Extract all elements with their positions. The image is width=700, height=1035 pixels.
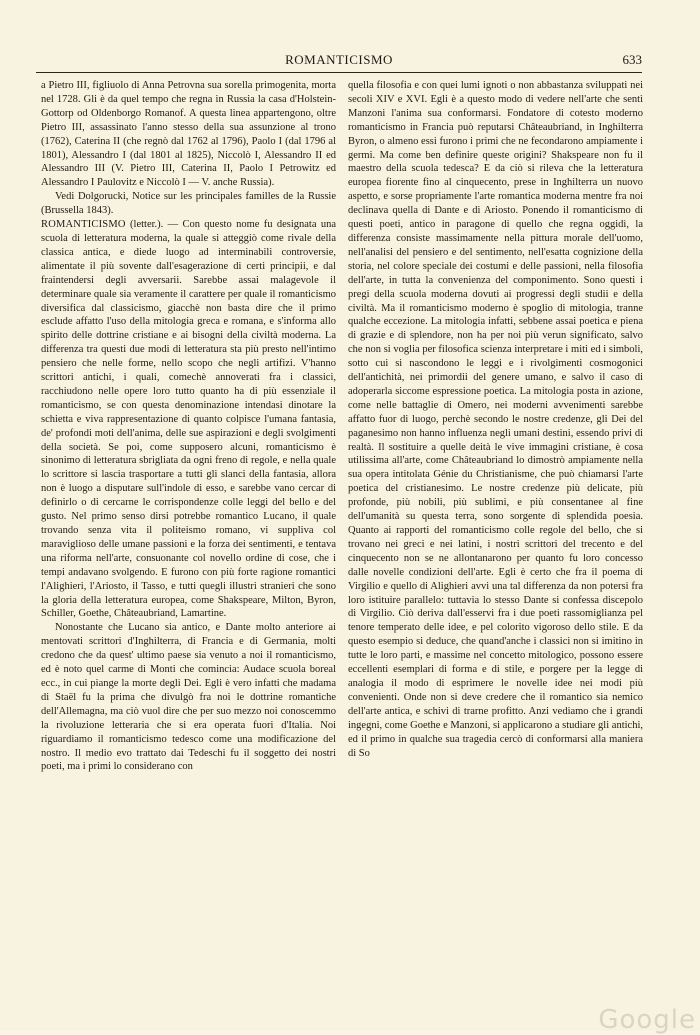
paragraph: a Pietro III, figliuolo di Anna Petrovna sua sorella primogenita, morta nel 1728. Gli è da quel tempo che regna in Russia la casa d'Holstein-Gottorp od Oldenborgo Romanof. A questa linea appartengono, oltre Pietro III, assassinato l'anno stesso della sua assunzione al trono (1762), Caterina II (che regnò dal 1762 al 1796), Paolo I (dal 1796 al 1801), Alessandro I (dal 1801 al 1825), Niccolò I, Alessandro II ed Alessandro III (V. Pietro III, Caterina II, Paolo I Petrowitz ed Alessandro I Paulovitz e Niccolò I — V. anche Russia). xyxy=(41,80,336,189)
entry-paragraph xyxy=(41,218,336,621)
page-header xyxy=(36,50,642,70)
entry-tag: (letter.). xyxy=(130,219,164,231)
header-rule xyxy=(36,72,642,73)
left-column xyxy=(41,79,336,774)
entry-text: — Con questo nome fu designata una scuola di letteratura moderna, la quale si atteggiò come rivale della classica antica, e diede luogo ad interminabili controversie, alimentate il più sovente dall'esagerazione di certi principii, e dal fraintendersi degli avversarii. Sarebbe assai malagevole il determinare quale sia veramente il carattere per quale il romanticismo diversifica dal classicismo, giacchè non basta dire che il primo esclude affatto l'uso della mitologia greca e romana, e s'informa allo spirito delle dottrine cristiane e ai bisogni della civiltà moderna. La differenza tra questi due modi di letteratura sta più presto nell'intimo pensiero che nelle forme, nello scopo che negli artifizi. V'hanno scrittori antichi, i quali, comechè annoverati fra i classici, racchiudono nelle opere loro tutto quanto ha di più essenziale il romanticismo, se con questa denominazione intendasi dinotare la schietta e viva rappresentazione di quanto colpisce l'umana fantasia, de' profondi moti dell'anima, delle sue aspirazioni e degli svolgimenti della società. Se poi, come supposero alcuni, romanticismo è sinonimo di letteratura sbrigliata da ogni freno di regole, e nella quale lo scrittore si lascia trasportare a tutti gli slanci della fantasia, allora non è luogo a disputare sull'indole di esso, e sarebbe vano cercar di definirlo o di cercarne le corrispondenze colle leggi del bello e del gusto. Nel primo senso dirsi potrebbe romantico Lucano, il quale trovando senza vita il politeismo romano, vi suppliva col maraviglioso delle umane passioni e la forza dei sentimenti, e tentava una riforma nell'arte, consuonante col novello ordine di cose, che i tempi andavano svolgendo. E furono con più forte ragione romantici l'Alighieri, l'Ariosto, il Tasso, e tutti quegli illustri stranieri che sono la gloria della letteratura europea, come Shakspeare, Milton, Byron, Schiller, Goethe, Châteaubriand, Lamartine. xyxy=(41,219,337,620)
paragraph: Nonostante che Lucano sia antico, e Dante molto anteriore ai mentovati scrittori d'Inghilterra, di Francia e di Germania, molti credono che da quest' ultimo paese sia venuto a noi il romanticismo, ed è noto quel carme di Monti che comincia: Audace scuola boreal ecc., in cui piange la morte degli Dei. Egli è vero infatti che madama di Staël fu la prima che divulgò fra noi le dottrine romantiche dell'Allemagna, ma ciò vuol dire che per suo mezzo noi conoscemmo la rivoluzione letteraria che si era operata fuori d'Italia. Noi riguardiamo il romanticismo tedesco come una modificazione del nostro. Il medio evo trattato dai Tedeschi fu il soggetto dei nostri poeti, ma i primi lo considerano con xyxy=(41,622,336,773)
entry-word: ROMANTICISMO xyxy=(41,219,126,231)
paragraph: Vedi Dolgorucki, Notice sur les principales familles de la Russie (Brussella 1843). xyxy=(41,191,336,217)
paragraph: quella filosofia e con quei lumi ignoti o non abbastanza sviluppati nei secoli XIV e XVI. Egli è a questo modo di vedere nell'arte che sentì Manzoni l'anima sua conformarsi. Fondatore di cotesto moderno romanticismo in Francia può reputarsi Châteaubriand, in Inghilterra Byron, o almeno essi furono i primi che ne fecondarono ampiamente i germi. Ma come ben definire queste origini? Shakspeare non fu il maestro della scuola tedesca? E da ciò si rileva che la letteratura europea fiorente fino al cinquecento, prese in Inghilterra un nuovo aspetto, e sorse propriamente l'arte romantica moderna mentre fra noi declinava quella di Dante e di Ariosto. Ponendo il romanticismo di questi poeti, antico in paragone di quello che regna oggidì, la differenza consiste massimamente nella pittura morale dell'uomo, nell'analisi del pensiero e del sentimento, nell'esatta cognizione della storia, nel colore speciale dei costumi e delle passioni, nella filosofia dell'arte, in tutta la convenienza del componimento. Sono questi i pregi della scuola moderna dovuti ai progressi degli studii e della civiltà. Ma il romanticismo moderno è spoglio di mitologia, tranne qualche eccezione. La mitologia infatti, sebbene assai poetica e piena di grazie e di splendore, non ha per noi più verun significato, salvo che non si voglia per filosofica scienza interpretare i miti ed i simboli, sotto cui si nascondono le leggi e i rivolgimenti cosmogonici dell'antichità, nei primordii del genere umano, e salvo il caso di adoperarla siccome espressione poetica. La mitologia posta in azione, come nelle battaglie di Omero, nei moderni avvenimenti sarebbe affatto fuor di luogo, perchè secondo le nostre credenze, gli Dei del paganesimo non hanno influenza negli umani destini, essendo privi di realtà. Il sostituire a quelle deità le vive immagini cristiane, è cosa utilissima all'arte, come Châteaubriand lo dimostrò ampiamente nella sua opera intitolata Génie du Christianisme, che può chiamarsi l'arte poetica del cristianesimo. Le nostre credenze più delicate, più profonde, più nobili, più sublimi, e più consentanee al fine dell'umanità su questa terra, sono sorgente di splendida poesia. Quanto ai rapporti del romanticismo colle regole del bello, che si trovano nei greci e nei latini, i nostri scrittori del trecento e del cinquecento non se ne allontanarono per quanto fu loro concesso dalle novelle condizioni dell'arte. Egli è certo che fra il poema di Virgilio e quello di Alighieri avvi una tal differenza da non potersi fra loro istituire parallelo: tuttavia lo stesso Dante si confessa discepolo di Virgilio. Ciò deriva dall'esservi fra i due poeti rassomiglianza pel tenore temperato delle idee, e pel colorito vigoroso dello stile. E da questo esempio si deduce, che quand'anche i classici non si imitino in tutte le loro parti, e massime nel concetto mitologico, possono essere eccellenti esemplari di forma e di stile, e porgere per la legge di analogia il modo di esprimere le novelle idee nei modi più convenienti. Onde non si deve credere che il romantico sia nemico dell'arte antica, e schivi di trarne profitto. Anzi vediamo che i grandi ingegni, come Goethe e Manzoni, si applicarono a studiare gli antichi, ed il primo in qualche sua tragedia cercò di conformarsi alla maniera di So xyxy=(348,80,643,759)
watermark: Google xyxy=(598,1005,696,1035)
running-title: ROMANTICISMO xyxy=(285,52,393,67)
right-column xyxy=(348,79,643,760)
page-number: 633 xyxy=(622,52,642,67)
